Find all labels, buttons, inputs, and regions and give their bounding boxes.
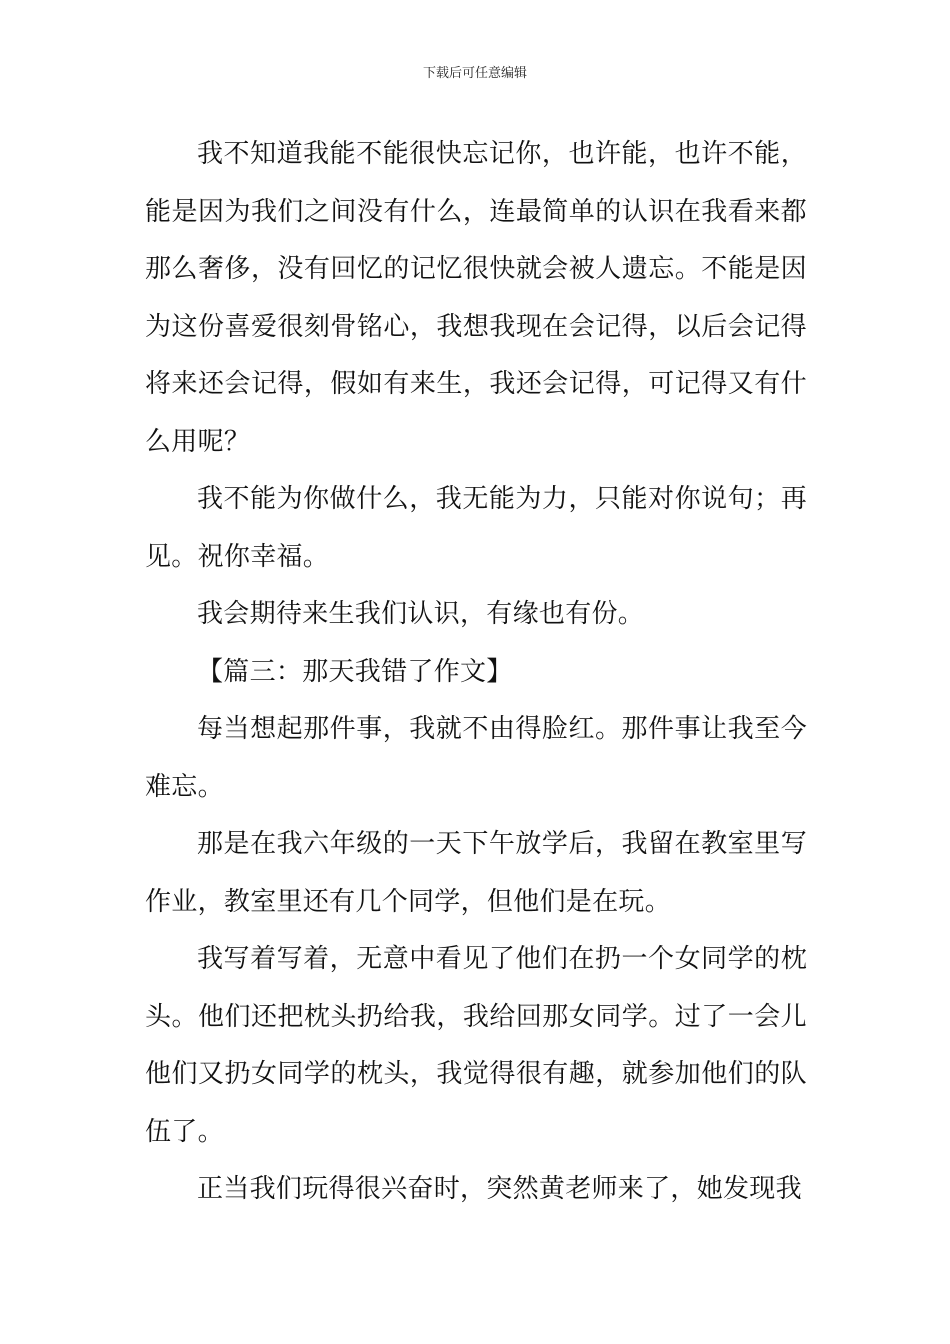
paragraph: 我写着写着，无意中看见了他们在扔一个女同学的枕头。他们还把枕头扔给我，我给回那女同学。过了一会儿他们又扔女同学的枕头，我觉得很有趣，就参加他们的队伍了。: [145, 944, 807, 1147]
paragraph: 我不能为你做什么，我无能为力，只能对你说句；再见。祝你幸福。: [145, 484, 807, 572]
section-heading: 【篇三：那天我错了作文】: [197, 656, 513, 687]
paragraph: 那是在我六年级的一天下午放学后，我留在教室里写作业，教室里还有几个同学，但他们是在玩。: [145, 829, 807, 917]
page-header: 下载后可任意编辑: [422, 66, 527, 81]
paragraph: 我会期待来生我们认识，有缘也有份。: [197, 599, 645, 629]
paragraph: 正当我们玩得很兴奋时，突然黄老师来了，她发现我: [197, 1174, 802, 1204]
paragraph: 每当想起那件事，我就不由得脸红。那件事让我至今难忘。: [145, 714, 807, 802]
paragraph: 我不知道我能不能很快忘记你，也许能，也许不能，能是因为我们之间没有什么，连最简单的认识在我看来都那么奢侈，没有回忆的记忆很快就会被人遗忘。不能是因为这份喜爱很刻骨铭心，我想我现在会记得，以后会记得将来还会记得，假如有来生，我还会记得，可记得又有什么用呢？: [145, 139, 807, 457]
document-body: [145, 126, 807, 1219]
